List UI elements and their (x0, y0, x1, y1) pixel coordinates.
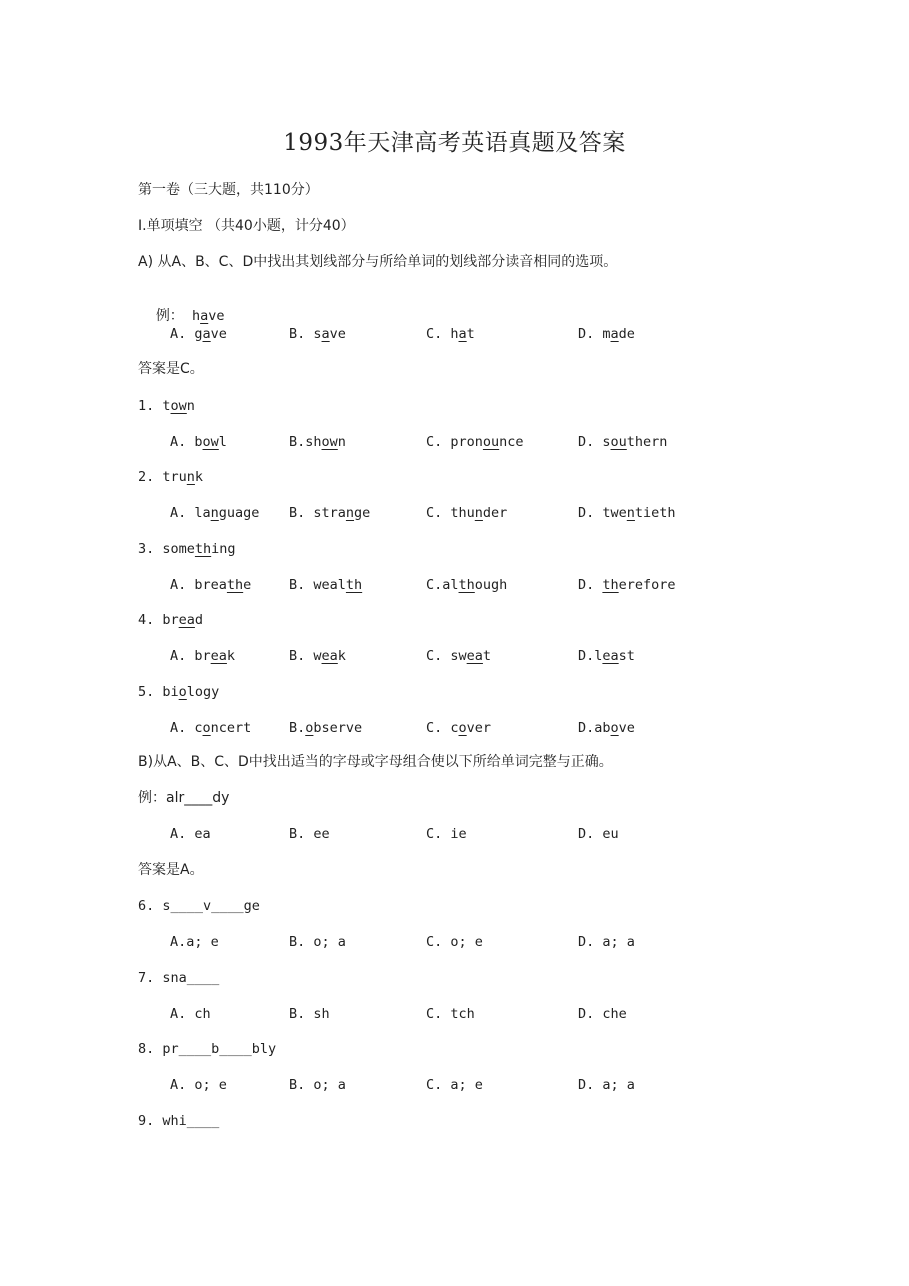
answer-option: B. o; a (289, 934, 346, 950)
underlined-part: th (226, 577, 244, 593)
underlined-part: o (610, 720, 619, 736)
answer-option: D. therefore (578, 577, 676, 593)
underlined-part: ow (321, 434, 338, 450)
answer-option: A. concert (170, 720, 252, 736)
answer-option: C. pronounce (426, 434, 524, 450)
question-stem: 7. sna____ (138, 970, 220, 986)
underlined-part: ea (321, 648, 338, 664)
answer-option: B.shown (289, 434, 346, 450)
example-option: B. ee (289, 826, 330, 842)
example-option: D. made (578, 326, 635, 342)
underlined-part: n (626, 505, 635, 521)
answer-option: A. bowl (170, 434, 227, 450)
section-heading: 第一卷（三大题，共110分） (138, 182, 319, 198)
answer-option: D. che (578, 1006, 627, 1022)
underlined-part: ou (610, 434, 627, 450)
underlined-part: ow (202, 434, 219, 450)
underlined-part: n (474, 505, 483, 521)
example-option: A. gave (170, 326, 227, 342)
part-a-instruction: A) 从A、B、C、D中找出其划线部分与所给单词的划线部分读音相同的选项。 (138, 254, 618, 270)
answer-option: B.observe (289, 720, 363, 736)
question-stem: 4. bread (138, 612, 204, 628)
question-stem: 6. s____v____ge (138, 898, 260, 914)
answer-option: A. language (170, 505, 260, 521)
underlined-part: th (602, 577, 619, 593)
underlined-part: ea (210, 648, 227, 664)
answer-option: B. o; a (289, 1077, 346, 1093)
part-b-instruction: B)从A、B、C、D中找出适当的字母或字母组合使以下所给单词完整与正确。 (138, 754, 613, 770)
question-stem: 9. whi____ (138, 1113, 220, 1129)
underlined-part: th (194, 541, 212, 557)
underlined-part: th (345, 577, 363, 593)
answer-option: C.although (426, 577, 508, 593)
question-stem: 3. something (138, 541, 236, 557)
question-stem: 8. pr____b____bly (138, 1041, 277, 1057)
example-option: D. eu (578, 826, 619, 842)
answer-option: A. ch (170, 1006, 211, 1022)
underlined-part: n (186, 469, 195, 485)
example-prefix: 例： (155, 308, 184, 324)
answer-option: B. weak (289, 648, 346, 664)
underlined-part: n (345, 505, 355, 521)
example-option: A. ea (170, 826, 211, 842)
example-option: C. hat (426, 326, 475, 342)
question-stem: 1. town (138, 398, 195, 414)
answer-option: D. twentieth (578, 505, 676, 521)
answer-option: C. tch (426, 1006, 475, 1022)
question-stem: 5. biology (138, 684, 220, 700)
answer-option: A.a; e (170, 934, 219, 950)
underlined-part: o (178, 684, 187, 700)
answer-option: D.least (578, 648, 635, 664)
underlined-part: ea (178, 612, 195, 628)
document-title: 1993年天津高考英语真题及答案 (283, 130, 626, 156)
underlined-part: th (458, 577, 475, 593)
underlined-part: ea (602, 648, 619, 664)
underlined-part: ou (482, 434, 500, 450)
answer-option: D. a; a (578, 1077, 635, 1093)
question-stem: 2. trunk (138, 469, 204, 485)
underlined-part: a (610, 326, 619, 342)
underlined-part: a (321, 326, 330, 342)
answer-option: B. strange (289, 505, 371, 521)
answer-option: C. o; e (426, 934, 483, 950)
underlined-part: o (202, 720, 211, 736)
answer-option: B. sh (289, 1006, 330, 1022)
underlined-part: ow (170, 398, 187, 414)
example-answer-b: 答案是A。 (138, 862, 204, 878)
underlined-part: n (210, 505, 219, 521)
answer-option: C. thunder (426, 505, 508, 521)
answer-option: B. wealth (289, 577, 363, 593)
answer-option: C. sweat (426, 648, 492, 664)
example-option: B. save (289, 326, 346, 342)
answer-option: D.above (578, 720, 635, 736)
example-line-b: 例：alr____dy (138, 790, 230, 806)
answer-option: C. cover (426, 720, 492, 736)
answer-option: A. break (170, 648, 236, 664)
answer-option: C. a; e (426, 1077, 483, 1093)
example-option: C. ie (426, 826, 467, 842)
underlined-part: o (458, 720, 467, 736)
underlined-part: a (458, 326, 467, 342)
answer-option: D. a; a (578, 934, 635, 950)
answer-option: A. breathe (170, 577, 252, 593)
example-word: have (191, 308, 225, 324)
underlined-part: o (305, 720, 314, 736)
underlined-part: ea (466, 648, 483, 664)
part-heading: Ⅰ.单项填空 （共40小题，计分40） (138, 218, 355, 234)
answer-option: A. o; e (170, 1077, 227, 1093)
underlined-part: a (202, 326, 211, 342)
example-answer-a: 答案是C。 (138, 361, 204, 377)
answer-option: D. southern (578, 434, 668, 450)
